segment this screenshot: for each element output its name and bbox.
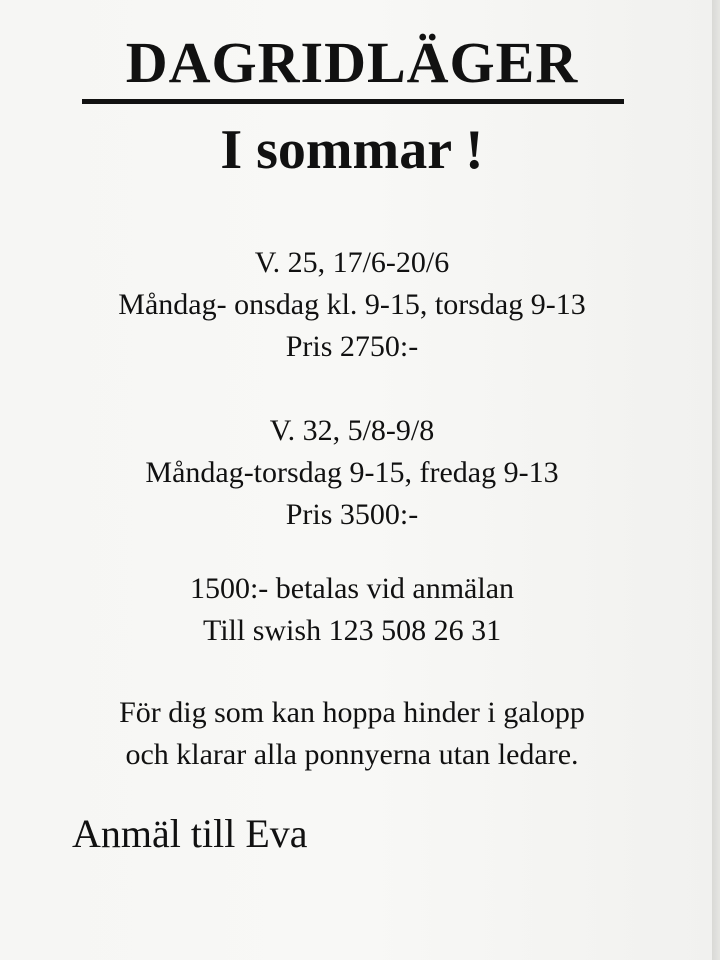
poster-subtitle: I sommar ! — [220, 119, 484, 181]
session-schedule: Måndag- onsdag kl. 9-15, torsdag 9-13 — [118, 288, 586, 321]
requirements-info — [0, 692, 704, 776]
contact-line: Anmäl till Eva — [72, 811, 308, 856]
requirement-line: och klarar alla ponnyerna utan ledare. — [125, 738, 579, 771]
title-underline — [82, 99, 624, 104]
paper-edge — [712, 0, 720, 960]
swish-number: Till swish 123 508 26 31 — [202, 614, 502, 647]
session-price: Pris 2750:- — [285, 330, 419, 363]
poster-title: DAGRIDLÄGER — [125, 30, 579, 95]
payment-info — [0, 568, 704, 652]
session-dates: V. 32, 5/8-9/8 — [269, 414, 435, 447]
session-dates: V. 25, 17/6-20/6 — [254, 246, 450, 279]
deposit-text: 1500:- betalas vid anmälan — [189, 572, 515, 605]
requirement-line: För dig som kan hoppa hinder i galopp — [119, 696, 585, 729]
session-week-25 — [0, 242, 704, 368]
session-price: Pris 3500:- — [285, 498, 419, 531]
session-schedule: Måndag-torsdag 9-15, fredag 9-13 — [145, 456, 559, 489]
session-week-32 — [0, 410, 704, 536]
